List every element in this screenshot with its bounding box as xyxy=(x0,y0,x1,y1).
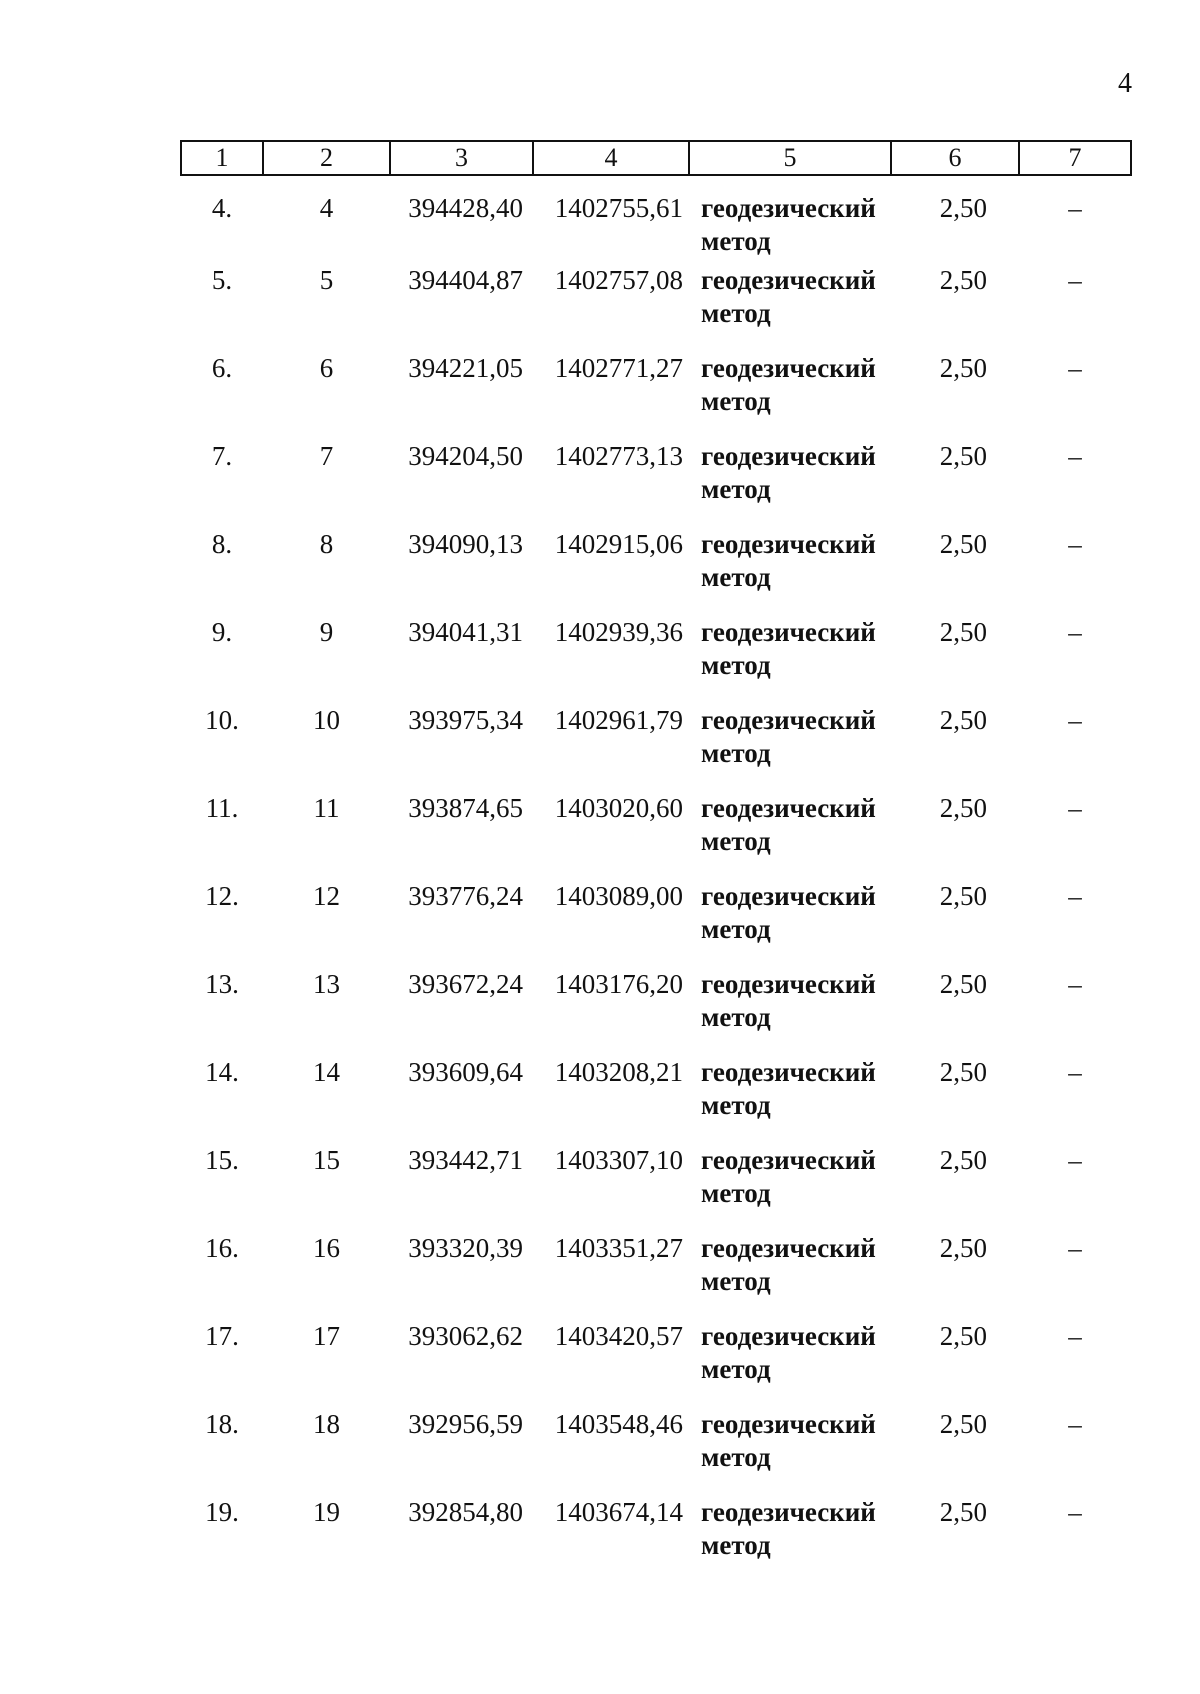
method-cell xyxy=(689,704,891,792)
method-line: метод xyxy=(701,562,771,592)
method-line: метод xyxy=(701,386,771,416)
table-row xyxy=(181,175,1131,264)
coordinate-x: 394090,13 xyxy=(408,529,523,559)
coordinate-y: 1402961,79 xyxy=(554,705,683,735)
note-cell: – xyxy=(1068,1233,1082,1263)
accuracy-value: 2,50 xyxy=(939,881,987,911)
row-number: 14. xyxy=(205,1057,239,1087)
method-cell xyxy=(689,968,891,1056)
header-col-7: 7 xyxy=(1019,141,1131,175)
method-line: метод xyxy=(701,1442,771,1472)
method-cell xyxy=(689,792,891,880)
method-line: геодезический xyxy=(701,793,876,823)
table-row xyxy=(181,968,1131,1056)
point-number: 4 xyxy=(319,193,334,223)
accuracy-value: 2,50 xyxy=(939,1233,987,1263)
method-cell xyxy=(689,1144,891,1232)
method-line: геодезический xyxy=(701,969,876,999)
point-number: 9 xyxy=(319,617,334,647)
accuracy-value: 2,50 xyxy=(939,1057,987,1087)
table-row xyxy=(181,616,1131,704)
point-number: 13 xyxy=(313,969,340,999)
coordinate-y: 1403089,00 xyxy=(554,881,683,911)
coordinate-x: 393609,64 xyxy=(408,1057,523,1087)
table-header xyxy=(181,141,1131,175)
method-line: геодезический xyxy=(701,705,876,735)
method-line: геодезический xyxy=(701,617,876,647)
method-line: метод xyxy=(701,1178,771,1208)
method-cell xyxy=(689,1320,891,1408)
coordinate-x: 393975,34 xyxy=(408,705,523,735)
table-row xyxy=(181,352,1131,440)
table-row xyxy=(181,880,1131,968)
table-row xyxy=(181,704,1131,792)
accuracy-value: 2,50 xyxy=(939,705,987,735)
row-number: 12. xyxy=(205,881,239,911)
note-cell: – xyxy=(1068,265,1082,295)
point-number: 18 xyxy=(313,1409,340,1439)
row-number: 4. xyxy=(211,193,233,223)
header-col-2: 2 xyxy=(263,141,390,175)
note-cell: – xyxy=(1068,1497,1082,1527)
accuracy-value: 2,50 xyxy=(939,353,987,383)
accuracy-value: 2,50 xyxy=(939,193,987,223)
method-cell xyxy=(689,880,891,968)
method-cell xyxy=(689,1232,891,1320)
coordinate-y: 1403176,20 xyxy=(554,969,683,999)
method-line: метод xyxy=(701,474,771,504)
table-body xyxy=(181,175,1131,1584)
method-line: геодезический xyxy=(701,1233,876,1263)
row-number: 8. xyxy=(211,529,233,559)
page-number: 4 xyxy=(1118,68,1132,99)
table-row xyxy=(181,1496,1131,1584)
row-number: 15. xyxy=(205,1145,239,1175)
row-number: 7. xyxy=(211,441,233,471)
coordinate-y: 1403351,27 xyxy=(554,1233,683,1263)
method-line: метод xyxy=(701,738,771,768)
header-col-4: 4 xyxy=(533,141,689,175)
method-line: метод xyxy=(701,1266,771,1296)
method-line: геодезический xyxy=(701,265,876,295)
coordinate-x: 392854,80 xyxy=(408,1497,523,1527)
method-cell xyxy=(689,1408,891,1496)
method-line: геодезический xyxy=(701,1497,876,1527)
coordinate-y: 1402915,06 xyxy=(554,529,683,559)
coordinate-y: 1402939,36 xyxy=(554,617,683,647)
note-cell: – xyxy=(1068,353,1082,383)
coordinates-table-container xyxy=(180,140,1130,1584)
point-number: 8 xyxy=(319,529,334,559)
note-cell: – xyxy=(1068,617,1082,647)
row-number: 6. xyxy=(211,353,233,383)
accuracy-value: 2,50 xyxy=(939,1497,987,1527)
row-number: 5. xyxy=(211,265,233,295)
header-col-6: 6 xyxy=(891,141,1019,175)
coordinate-x: 393442,71 xyxy=(408,1145,523,1175)
coordinate-y: 1403548,46 xyxy=(554,1409,683,1439)
point-number: 6 xyxy=(319,353,334,383)
coordinate-x: 393320,39 xyxy=(408,1233,523,1263)
coordinate-y: 1402773,13 xyxy=(554,441,683,471)
accuracy-value: 2,50 xyxy=(939,1409,987,1439)
method-cell xyxy=(689,616,891,704)
accuracy-value: 2,50 xyxy=(939,1321,987,1351)
method-line: геодезический xyxy=(701,1145,876,1175)
point-number: 15 xyxy=(313,1145,340,1175)
method-line: геодезический xyxy=(701,881,876,911)
point-number: 14 xyxy=(313,1057,340,1087)
row-number: 11. xyxy=(205,793,239,823)
coordinates-table xyxy=(180,140,1132,1584)
note-cell: – xyxy=(1068,1057,1082,1087)
table-row xyxy=(181,792,1131,880)
accuracy-value: 2,50 xyxy=(939,969,987,999)
header-col-3: 3 xyxy=(390,141,533,175)
method-line: метод xyxy=(701,1002,771,1032)
point-number: 19 xyxy=(313,1497,340,1527)
coordinate-x: 393062,62 xyxy=(408,1321,523,1351)
coordinate-y: 1403020,60 xyxy=(554,793,683,823)
method-cell xyxy=(689,440,891,528)
point-number: 11 xyxy=(313,793,340,823)
coordinate-y: 1403674,14 xyxy=(554,1497,683,1527)
row-number: 19. xyxy=(205,1497,239,1527)
table-row xyxy=(181,1056,1131,1144)
method-line: метод xyxy=(701,226,771,256)
coordinate-y: 1402755,61 xyxy=(554,193,683,223)
header-col-1: 1 xyxy=(181,141,263,175)
coordinate-y: 1402771,27 xyxy=(554,353,683,383)
coordinate-y: 1402757,08 xyxy=(554,265,683,295)
note-cell: – xyxy=(1068,881,1082,911)
coordinate-x: 394204,50 xyxy=(408,441,523,471)
method-line: геодезический xyxy=(701,1409,876,1439)
table-row xyxy=(181,1232,1131,1320)
note-cell: – xyxy=(1068,529,1082,559)
header-row xyxy=(181,141,1131,175)
method-cell xyxy=(689,528,891,616)
table-row xyxy=(181,1320,1131,1408)
coordinate-y: 1403208,21 xyxy=(554,1057,683,1087)
row-number: 16. xyxy=(205,1233,239,1263)
row-number: 10. xyxy=(205,705,239,735)
point-number: 10 xyxy=(313,705,340,735)
note-cell: – xyxy=(1068,1321,1082,1351)
point-number: 5 xyxy=(319,265,334,295)
method-line: метод xyxy=(701,1530,771,1560)
method-line: метод xyxy=(701,298,771,328)
method-line: метод xyxy=(701,826,771,856)
method-line: метод xyxy=(701,1090,771,1120)
accuracy-value: 2,50 xyxy=(939,793,987,823)
coordinate-x: 394221,05 xyxy=(408,353,523,383)
note-cell: – xyxy=(1068,793,1082,823)
method-line: геодезический xyxy=(701,1057,876,1087)
method-line: геодезический xyxy=(701,1321,876,1351)
coordinate-x: 393776,24 xyxy=(408,881,523,911)
table-row xyxy=(181,440,1131,528)
method-line: геодезический xyxy=(701,353,876,383)
method-line: метод xyxy=(701,914,771,944)
point-number: 12 xyxy=(313,881,340,911)
note-cell: – xyxy=(1068,969,1082,999)
method-cell xyxy=(689,352,891,440)
row-number: 17. xyxy=(205,1321,239,1351)
table-row xyxy=(181,1408,1131,1496)
coordinate-x: 393874,65 xyxy=(408,793,523,823)
coordinate-x: 394428,40 xyxy=(408,193,523,223)
row-number: 13. xyxy=(205,969,239,999)
method-cell xyxy=(689,264,891,352)
method-cell xyxy=(689,1496,891,1584)
header-col-5: 5 xyxy=(689,141,891,175)
method-line: метод xyxy=(701,650,771,680)
table-row xyxy=(181,1144,1131,1232)
method-cell xyxy=(689,175,891,264)
table-row xyxy=(181,528,1131,616)
method-line: метод xyxy=(701,1354,771,1384)
point-number: 17 xyxy=(313,1321,340,1351)
note-cell: – xyxy=(1068,193,1082,223)
accuracy-value: 2,50 xyxy=(939,529,987,559)
method-cell xyxy=(689,1056,891,1144)
note-cell: – xyxy=(1068,1409,1082,1439)
accuracy-value: 2,50 xyxy=(939,1145,987,1175)
note-cell: – xyxy=(1068,705,1082,735)
point-number: 7 xyxy=(319,441,334,471)
accuracy-value: 2,50 xyxy=(939,265,987,295)
accuracy-value: 2,50 xyxy=(939,441,987,471)
accuracy-value: 2,50 xyxy=(939,617,987,647)
point-number: 16 xyxy=(313,1233,340,1263)
coordinate-y: 1403307,10 xyxy=(554,1145,683,1175)
coordinate-x: 394041,31 xyxy=(408,617,523,647)
method-line: геодезический xyxy=(701,441,876,471)
method-line: геодезический xyxy=(701,529,876,559)
table-row xyxy=(181,264,1131,352)
method-line: геодезический xyxy=(701,193,876,223)
coordinate-x: 394404,87 xyxy=(408,265,523,295)
note-cell: – xyxy=(1068,441,1082,471)
coordinate-y: 1403420,57 xyxy=(554,1321,683,1351)
coordinate-x: 392956,59 xyxy=(408,1409,523,1439)
note-cell: – xyxy=(1068,1145,1082,1175)
row-number: 18. xyxy=(205,1409,239,1439)
row-number: 9. xyxy=(211,617,233,647)
coordinate-x: 393672,24 xyxy=(408,969,523,999)
